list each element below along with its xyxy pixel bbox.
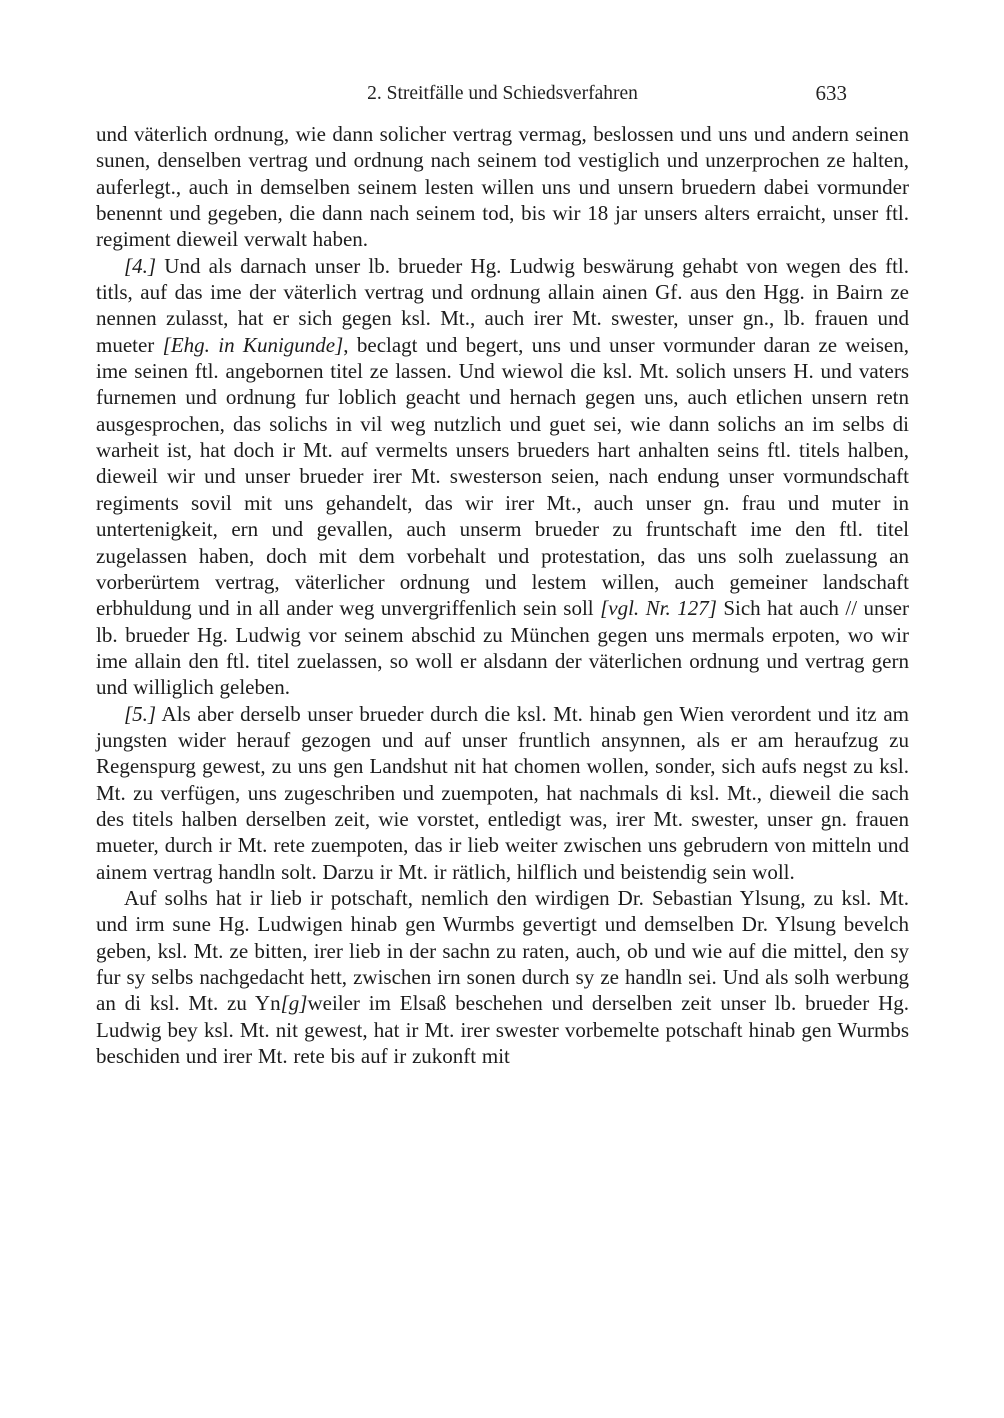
- text-run: Sich hat auch // unser lb. brueder Hg. Ludwig vor seinem abschid zu München gegen uns mermals erpoten, wo wir ime allain den ftl. titel zuelassen, so woll er alsdann der väterlichen ordnung und vertrag gern und williglich geleben.: [96, 596, 909, 700]
- editorial-insertion: [Ehg. in Kunigunde]: [162, 332, 344, 357]
- editorial-insertion: [g]: [280, 991, 308, 1016]
- paragraph: [96, 121, 909, 253]
- paragraph: [96, 701, 909, 885]
- page-body: [96, 121, 909, 1069]
- section-marker: [4.]: [124, 253, 157, 278]
- text-run: Und als darnach unser lb. brueder Hg. Ludwig beswärung gehabt von wegen des ftl. titls, auf das ime der väterlich vertrag und ordnung allain ainen Gf. aus den Hgg. in Bairn ze nennen zulasst, hat er sich gegen ksl. Mt., auch irer Mt. swester, unser gn., lb. frauen und mueter: [96, 253, 909, 357]
- text-run: weiler im Elsaß beschehen und derselben zeit unser lb. brueder Hg. Ludwig bey ksl. Mt. nit gewest, hat ir Mt. irer swester vorbemelte potschaft hinab gen Wurmbs beschiden und irer Mt. rete bis auf ir zukonft mit: [96, 991, 909, 1069]
- paragraph: [96, 885, 909, 1069]
- running-title: 2. Streitfälle und Schiedsverfahren: [367, 83, 638, 104]
- running-header: [96, 82, 909, 106]
- paragraph: [96, 253, 909, 701]
- text-run: Auf solhs hat ir lieb ir potschaft, nemlich den wirdigen Dr. Sebastian Ylsung, zu ksl. Mt. und irm sune Hg. Ludwigen hinab gen Wurmbs gevertigt und demselben Dr. Ylsung bevelch geben, ksl. Mt. ze bitten, irer lieb in der sachn zu raten, auch, ob und wie auf die mittel, den sy fur sy selbs nachgedacht hett, zwischen irn sonen durch sy ze handln sei. Und als solh werbung an di ksl. Mt. zu Yn: [96, 885, 909, 1016]
- text-run: Als aber derselb unser brueder durch die ksl. Mt. hinab gen Wien verordent und itz am jungsten wider herauf gezogen und auf unser fruntlich ansynnen, als er am heraufzug zu Regenspurg gewest, zu uns gen Landshut nit hat chomen wollen, sonder, sich aufs negst zu ksl. Mt. zu verfügen, uns zugeschriben und zuempoten, hat nachmals di ksl. Mt., dieweil die sach des titels halben derselben zeit, wie vorstet, entledigt was, irer Mt. swester, unser gn. frauen mueter, durch ir Mt. rete zuempoten, das ir lieb weiter zwischen uns gebrudern von mitteln und ainem vertrag handln solt. Darzu ir Mt. ir rätlich, hilflich und beistendig sein woll.: [96, 701, 909, 884]
- text-run: , beclagt und begert, uns und unser vormunder daran ze weisen, ime seinen ftl. angebornen titel ze lassen. Und wiewol die ksl. Mt. solich unsers H. und vaters furnemen und ordnung fur loblich geacht und hernach gegen uns, auch etlichen unsern retn ausgesprochen, das solichs in vil weg nutzlich und guet sei, wie dann solichs an im selbs di warheit ist, hat doch ir Mt. auf vermelts unsers brueders hart anhalten seins ftl. titels halben, dieweil wir und unser brueder irer Mt. swesterson seien, nach endung unser vormundschaft regiments sovil mit uns gehandelt, das wir irer Mt., auch unser gn. frau und muter in untertenigkeit, ern und gevallen, auch unserm brueder zu fruntschaft ime den ftl. titel zugelassen haben, doch mit dem vorbehalt und protestation, das uns solh zuelassung an vorberürtem vertrag, väterlicher ordnung und lestem willen, auch gemeiner landschaft erbhuldung und in all ander weg unvergriffenlich sein soll: [96, 332, 909, 621]
- page-number: 633: [815, 81, 847, 105]
- text-block: [96, 82, 909, 1069]
- text-run: und väterlich ordnung, wie dann solicher vertrag vermag, beslossen und uns und andern seinen sunen, denselben vertrag und ordnung nach seinem tod vestiglich und unzerprochen ze halten, auferlegt., auch in demselben seinem lesten willen uns und unsern bruedern dabei vormunder benennt und gegeben, die dann nach seinem tod, bis wir 18 jar unsers alters erraicht, unser ftl. regiment dieweil verwalt haben.: [96, 122, 909, 252]
- editorial-reference: [vgl. Nr. 127]: [600, 596, 717, 621]
- section-marker: [5.]: [124, 701, 157, 726]
